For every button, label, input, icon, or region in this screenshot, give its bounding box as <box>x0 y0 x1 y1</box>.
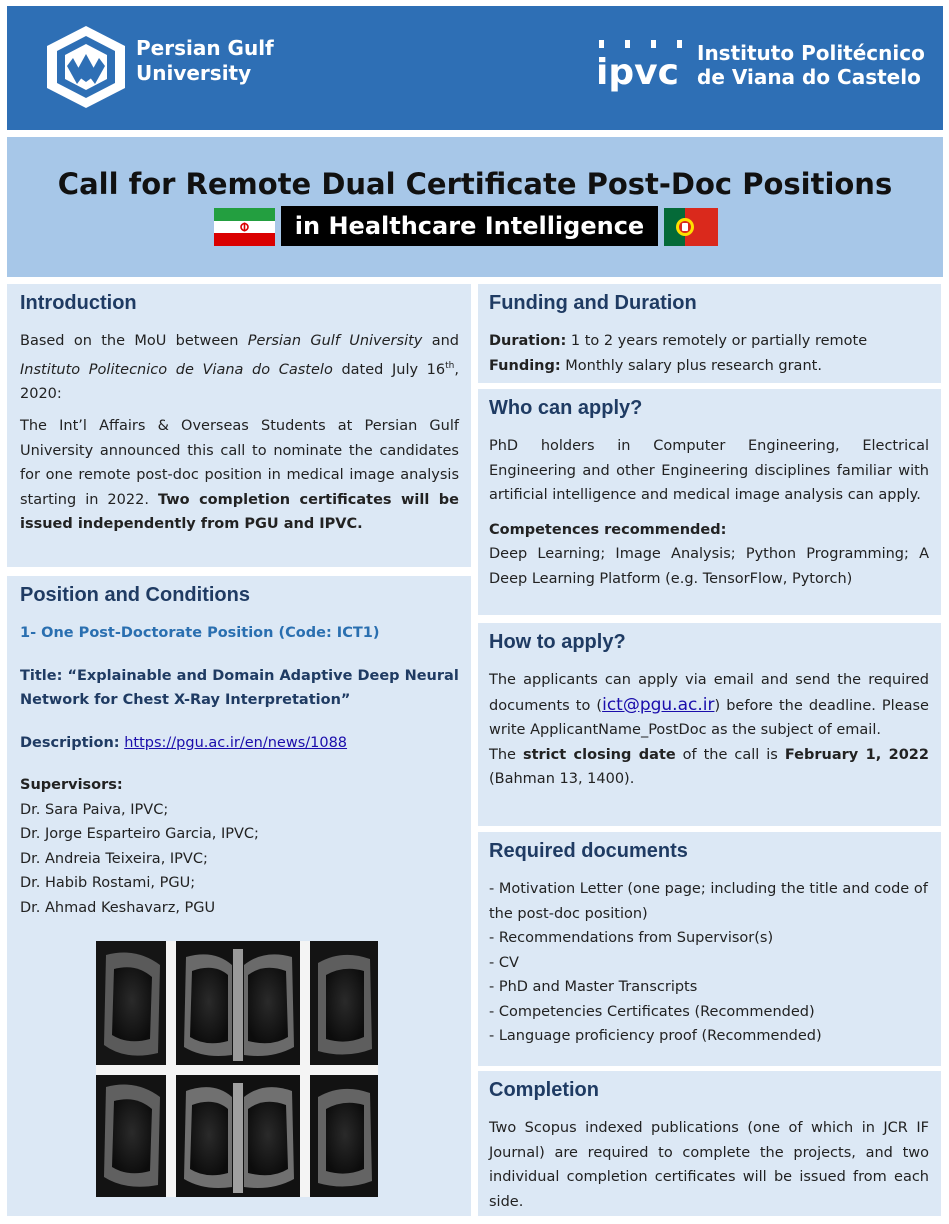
required-list <box>489 877 929 1049</box>
how-text-part: (Bahman 13, 1400). <box>489 771 635 787</box>
pgu-logo-icon <box>43 24 129 110</box>
ipvc-logo-text: ipvc <box>596 52 679 93</box>
introduction-paragraph-1 <box>20 329 459 406</box>
pgu-name-line1: Persian Gulf <box>136 36 274 60</box>
competences-text: Deep Learning; Image Analysis; Python Programming; A Deep Learning Platform (e.g. TensorFlow, Pytorch) <box>489 546 929 587</box>
title-value: “Explainable and Domain Adaptive Deep Neural Network for Chest X-Ray Interpretation” <box>20 667 459 708</box>
completion-text: Two Scopus indexed publications (one of which in JCR IF Journal) are required to complete the projects, and two individual completion certificates will be issued from each side. <box>489 1120 929 1210</box>
required-heading: Required documents <box>489 840 688 862</box>
supervisor-item: Dr. Jorge Esparteiro Garcia, IPVC; <box>20 826 259 842</box>
completion-heading: Completion <box>489 1079 599 1101</box>
required-item: - Recommendations from Supervisor(s) <box>489 930 774 946</box>
who-heading: Who can apply? <box>489 397 643 419</box>
required-item: - Competencies Certificates (Recommended) <box>489 1003 815 1020</box>
required-item: - Motivation Letter (one page; including the title and code of the post-doc position) <box>489 881 928 922</box>
required-documents-section <box>478 832 941 1066</box>
intro-ipvc: Instituto Politecnico de Viana do Castelo <box>20 361 333 378</box>
supervisor-list <box>20 798 459 921</box>
closing-date-text <box>489 743 929 792</box>
position-description <box>20 731 459 756</box>
ipvc-name <box>697 41 925 89</box>
funding-label: Funding: <box>489 357 561 374</box>
funding-section <box>478 284 941 383</box>
who-can-apply-section <box>478 389 941 615</box>
duration-value: 1 to 2 years remotely or partially remote <box>566 333 868 349</box>
supervisors-label: Supervisors: <box>20 777 123 793</box>
how-text-part: The applicants can apply via email and send the required documents to ( <box>489 672 929 714</box>
intro-text: and <box>422 333 459 349</box>
required-item: - Language proficiency proof (Recommended) <box>489 1028 822 1044</box>
ipvc-name-line1: Instituto Politécnico <box>697 41 925 65</box>
funding-value: Monthly salary plus research grant. <box>560 357 822 374</box>
description-label: Description: <box>20 734 120 751</box>
position-heading: Position and Conditions <box>20 584 250 606</box>
portugal-flag-icon <box>664 208 718 246</box>
title-label: Title: <box>20 667 63 684</box>
ipvc-name-line2: de Viana do Castelo <box>697 65 921 89</box>
introduction-section <box>7 284 471 567</box>
subtitle: in Healthcare Intelligence <box>281 206 658 246</box>
position-title <box>20 664 459 713</box>
supervisor-item: Dr. Ahmad Keshavarz, PGU <box>20 899 216 916</box>
how-text <box>489 668 929 743</box>
pgu-name-line2: University <box>136 61 252 85</box>
introduction-heading: Introduction <box>20 292 137 314</box>
funding-line <box>489 354 929 379</box>
how-text-part: The <box>489 746 523 763</box>
duration-label: Duration: <box>489 333 567 349</box>
position-code: 1- One Post-Doctorate Position (Code: ICT1) <box>20 625 380 641</box>
how-heading: How to apply? <box>489 631 626 653</box>
funding-heading: Funding and Duration <box>489 292 697 314</box>
supervisor-item: Dr. Sara Paiva, IPVC; <box>20 801 169 818</box>
intro-text: dated July 16 <box>332 361 446 378</box>
strict-closing-date-label: strict closing date <box>522 746 676 763</box>
required-item: - PhD and Master Transcripts <box>489 979 698 995</box>
how-to-apply-section <box>478 623 941 826</box>
introduction-paragraph-2 <box>20 414 459 537</box>
intro-sup: th <box>445 360 455 371</box>
iran-flag-icon <box>214 208 275 246</box>
required-item: - CV <box>489 954 519 971</box>
closing-date-value: February 1, 2022 <box>784 746 929 763</box>
position-section <box>7 576 471 1216</box>
email-link[interactable]: ict@pgu.ac.ir <box>602 694 715 715</box>
duration-line <box>489 329 929 354</box>
completion-section <box>478 1071 941 1216</box>
how-text-part: ) before the deadline. Please write ApplicantName_PostDoc as the subject of email. <box>489 697 929 738</box>
intro-bold-text: Two completion certificates will be issued independently from PGU and IPVC. <box>20 491 459 533</box>
competences-label: Competences recommended: <box>489 521 727 538</box>
intro-text: The Int’l Affairs & Overseas Students at Persian Gulf University announced this call to nominate the candidates for one remote post-doc position in medical image analysis starting in 2022. <box>20 418 459 508</box>
intro-text: , 2020: <box>20 361 459 402</box>
pgu-name <box>136 36 274 86</box>
who-text: PhD holders in Computer Engineering, Electrical Engineering and other Engineering disciplines familiar with artificial intelligence and medical image analysis can apply. <box>489 438 929 503</box>
ipvc-logo <box>595 38 687 100</box>
intro-pgu: Persian Gulf University <box>247 333 423 349</box>
intro-text: Based on the MoU between <box>20 333 248 349</box>
supervisor-item: Dr. Habib Rostami, PGU; <box>20 875 196 891</box>
how-text-part: of the call is <box>675 746 785 763</box>
supervisor-item: Dr. Andreia Teixeira, IPVC; <box>20 850 208 867</box>
description-link[interactable]: https://pgu.ac.ir/en/news/1088 <box>124 734 348 751</box>
page-title: Call for Remote Dual Certificate Post-Doc Positions <box>57 167 893 201</box>
chest-xray-image <box>96 941 378 1197</box>
header-banner <box>7 6 943 130</box>
